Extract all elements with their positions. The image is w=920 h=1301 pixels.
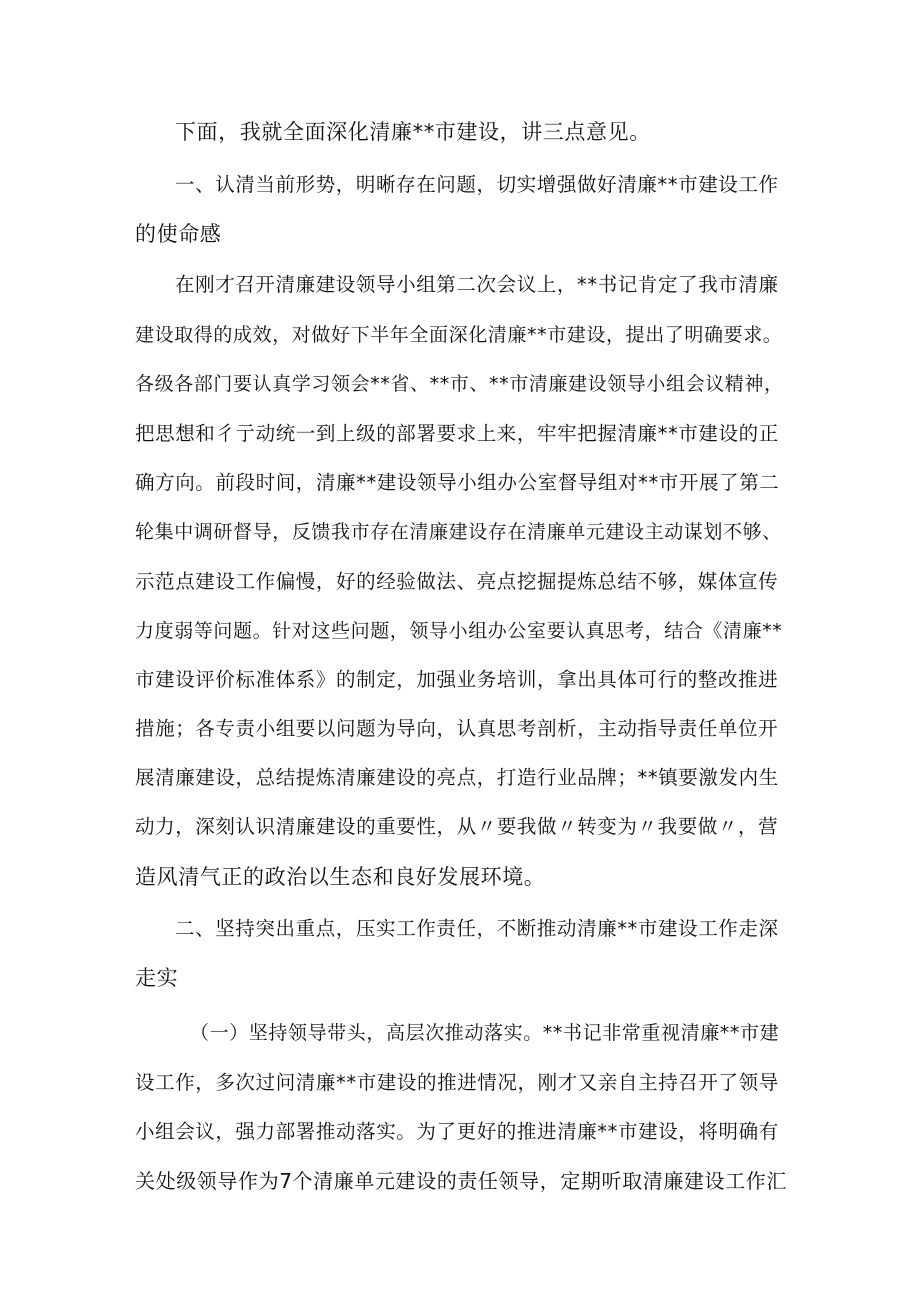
section-1-paragraph-line-4: 把思想和彳亍动统一到上级的部署要求上来，牢牢把握清廉**市建设的正 (135, 422, 779, 445)
section-1-paragraph-line-9: 市建设评价标准体系》的制定，加强业务培训，拿出具体可行的整改推进 (135, 668, 779, 691)
section-2-paragraph-line-1: （一）坚持领导带头，高层次推动落实。**书记非常重视清廉**市建 (190, 1022, 780, 1044)
section-1-paragraph-line-1: 在刚才召开清廉建设领导小组第二次会议上，**书记肯定了我市清廉 (175, 273, 779, 296)
section-1-paragraph-line-5: 确方向。前段时间，清廉**建设领导小组办公室督导组对**市开展了第二 (135, 471, 780, 494)
section-2-paragraph-line-4: 关处级领导作为7个清廉单元建设的责任领导，定期听取清廉建设工作汇 (135, 1169, 787, 1193)
section-1-paragraph-line-6: 轮集中调研督导，反馈我市存在清廉建设存在清廉单元建设主动谋划不够、 (135, 521, 782, 543)
section-1-heading-line-1: 一、认清当前形势，明晰存在问题，切实增强做好清廉**市建设工作 (175, 173, 779, 196)
section-2-paragraph-line-2: 设工作，多次过问清廉**市建设的推进情况，刚才又亲自主持召开了领导 (135, 1071, 779, 1094)
section-1-paragraph-line-11: 展清廉建设，总结提炼清廉建设的亮点，打造行业品牌；**镇要激发内生 (135, 766, 779, 789)
section-1-paragraph-line-10: 措施；各专责小组要以问题为导向，认真思考剖析，主动指导责任单位开 (135, 717, 779, 740)
section-2-heading-line-1: 二、坚持突出重点，压实工作责任，不断推动清廉**市建设工作走深 (175, 917, 779, 940)
section-2-heading-line-2: 走实 (135, 966, 179, 990)
section-1-heading-line-2: 的使命感 (135, 222, 222, 246)
section-1-paragraph-line-3: 各级各部门要认真学习领会**省、**市、**市清廉建设领导小组会议精神， (135, 373, 784, 395)
section-2-paragraph-line-3: 小组会议，强力部署推动落实。为了更好的推进清廉**市建设，将明确有 (135, 1120, 779, 1143)
intro-paragraph: 下面，我就全面深化清廉**市建设，讲三点意见。 (175, 120, 651, 144)
section-1-paragraph-line-13: 造风清气正的政治以生态和良好发展环境。 (135, 865, 546, 889)
section-1-paragraph-line-2: 建设取得的成效，对做好下半年全面深化清廉**市建设，提出了明确要求。 (135, 324, 783, 346)
section-1-paragraph-line-8: 力度弱等问题。针对这些问题，领导小组办公室要认真思考，结合《清廉** (135, 620, 783, 642)
section-1-paragraph-line-12: 动力，深刻认识清廉建设的重要性，从〃要我做〃转变为〃我要做〃，营 (135, 815, 779, 838)
section-1-paragraph-line-7: 示范点建设工作偏慢，好的经验做法、亮点挖掘提炼总结不够，媒体宣传 (135, 570, 779, 593)
